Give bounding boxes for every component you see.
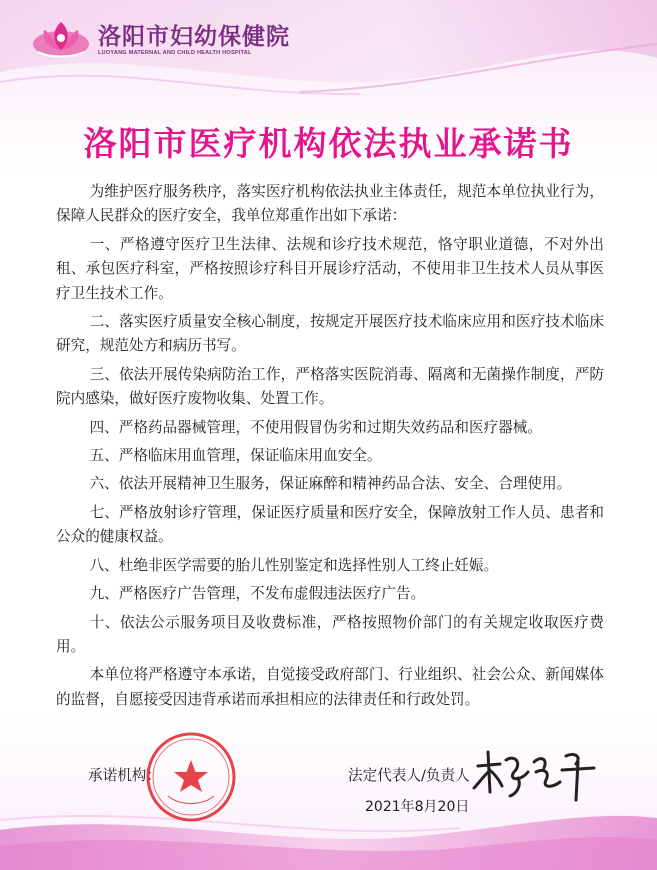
handwritten-signature-icon bbox=[470, 742, 600, 802]
commitment-date: 2021年8月20日 bbox=[365, 799, 470, 815]
document-body bbox=[56, 180, 604, 712]
intro-paragraph: 为维护医疗服务秩序，落实医疗机构依法执业主体责任，规范本单位执业行为，保障人民群众的医疗安全，我单位郑重作出如下承诺： bbox=[56, 183, 604, 225]
lotus-logo-icon bbox=[30, 18, 92, 62]
commitment-item-7: 七、严格放射诊疗管理，保证医疗质量和医疗安全，保障放射工作人员、患者和公众的健康权益。 bbox=[56, 503, 604, 546]
commitment-item-8: 八、杜绝非医学需要的胎儿性别鉴定和选择性别人工终止妊娠。 bbox=[89, 556, 499, 574]
commitment-item-3: 三、依法开展传染病防治工作，严格落实医院消毒、隔离和无菌操作制度，严防院内感染，做好医疗废物收集、处置工作。 bbox=[56, 365, 604, 408]
hospital-name-en: LUOYANG MATERNAL AND CHILD HEALTH HOSPITAL bbox=[98, 50, 252, 56]
red-seal-icon bbox=[144, 730, 238, 824]
commitment-item-5: 五、严格临床用血管理，保证临床用血安全。 bbox=[89, 447, 382, 465]
hospital-name-cn: 洛阳市妇幼保健院 bbox=[98, 24, 290, 50]
institution-label: 承诺机构： bbox=[88, 767, 161, 784]
commitment-item-10: 十、依法公示服务项目及收费标准，严格按照物价部门的有关规定收取医疗费用。 bbox=[56, 613, 604, 655]
commitment-item-1: 一、严格遵守医疗卫生法律、法规和诊疗技术规范，恪守职业道德，不对外出租、承包医疗科室，严格按照诊疗科目开展诊疗活动，不使用非卫生技术人员从事医疗卫生技术工作。 bbox=[56, 235, 604, 302]
hospital-logo bbox=[30, 18, 290, 62]
commitment-item-2: 二、落实医疗质量安全核心制度，按规定开展医疗技术临床应用和医疗技术临床研究，规范处方和病历书写。 bbox=[56, 313, 604, 355]
commitment-item-4: 四、严格药品器械管理，不使用假冒伪劣和过期失效药品和医疗器械。 bbox=[89, 418, 542, 436]
document-title: 洛阳市医疗机构依法执业承诺书 bbox=[83, 124, 574, 163]
commitment-item-6: 六、依法开展精神卫生服务，保证麻醉和精神药品合法、安全、合理使用。 bbox=[89, 475, 572, 493]
commitment-item-9: 九、严格医疗广告管理，不发布虚假违法医疗广告。 bbox=[89, 585, 426, 603]
representative-label: 法定代表人/负责人 bbox=[348, 767, 470, 784]
closing-paragraph: 本单位将严格遵守本承诺，自觉接受政府部门、行业组织、社会公众、新闻媒体的监督，自愿接受因违背承诺而承担相应的法律责任和行政处罚。 bbox=[56, 666, 604, 708]
